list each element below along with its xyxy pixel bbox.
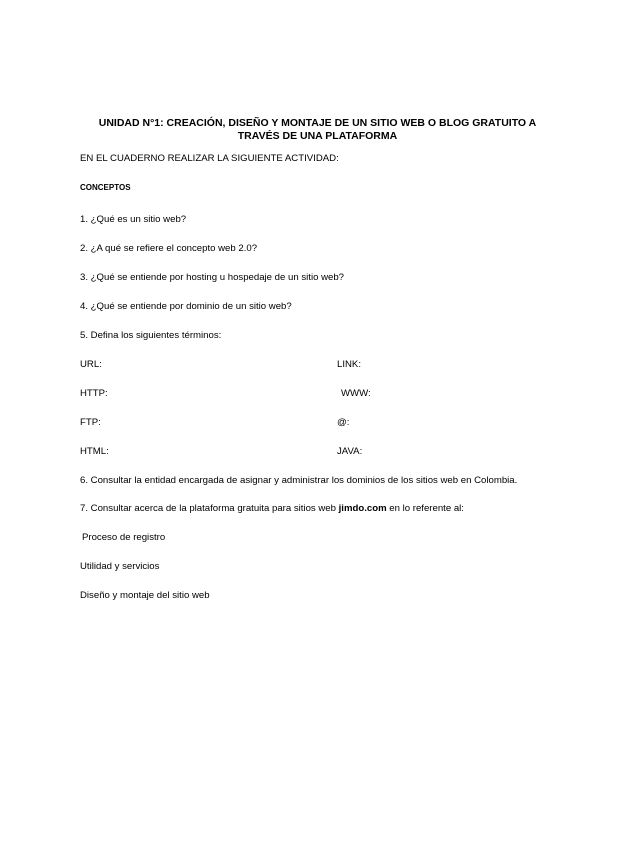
section-heading: CONCEPTOS bbox=[80, 183, 131, 192]
instruction-text: EN EL CUADERNO REALIZAR LA SIGUIENTE ACTIVIDAD: bbox=[80, 153, 339, 164]
title-line-1: UNIDAD N°1: CREACIÓN, DISEÑO Y MONTAJE DE UN SITIO WEB O BLOG GRATUITO A bbox=[98, 117, 537, 129]
term-ftp: FTP: bbox=[80, 417, 101, 428]
term-www: WWW: bbox=[341, 388, 371, 399]
subitem-utilidad: Utilidad y servicios bbox=[80, 561, 160, 572]
question-2: 2. ¿A qué se refiere el concepto web 2.0? bbox=[80, 243, 258, 254]
question-6: 6. Consultar la entidad encargada de asignar y administrar los dominios de los sitios web en Colombia. bbox=[80, 475, 518, 486]
subitem-diseno: Diseño y montaje del sitio web bbox=[80, 590, 210, 601]
question-7-suffix: en lo referente al: bbox=[386, 503, 464, 514]
term-html: HTML: bbox=[80, 446, 109, 457]
term-http: HTTP: bbox=[80, 388, 108, 399]
question-3: 3. ¿Qué se entiende por hosting u hospedaje de un sitio web? bbox=[80, 272, 345, 283]
question-7-site: jimdo.com bbox=[338, 503, 387, 514]
question-4: 4. ¿Qué se entiende por dominio de un sitio web? bbox=[80, 301, 292, 312]
question-7 bbox=[80, 503, 464, 514]
title-line-2: TRAVÉS DE UNA PLATAFORMA bbox=[237, 129, 398, 142]
document-title bbox=[80, 117, 555, 142]
term-url: URL: bbox=[80, 359, 102, 370]
term-java: JAVA: bbox=[337, 446, 363, 457]
question-5: 5. Defina los siguientes términos: bbox=[80, 330, 222, 341]
question-1: 1. ¿Qué es un sitio web? bbox=[80, 214, 187, 225]
subitem-registro: Proceso de registro bbox=[82, 532, 166, 543]
term-link: LINK: bbox=[337, 359, 361, 370]
term-at: @: bbox=[337, 417, 350, 428]
question-7-prefix: 7. Consultar acerca de la plataforma gratuita para sitios web bbox=[80, 503, 339, 514]
